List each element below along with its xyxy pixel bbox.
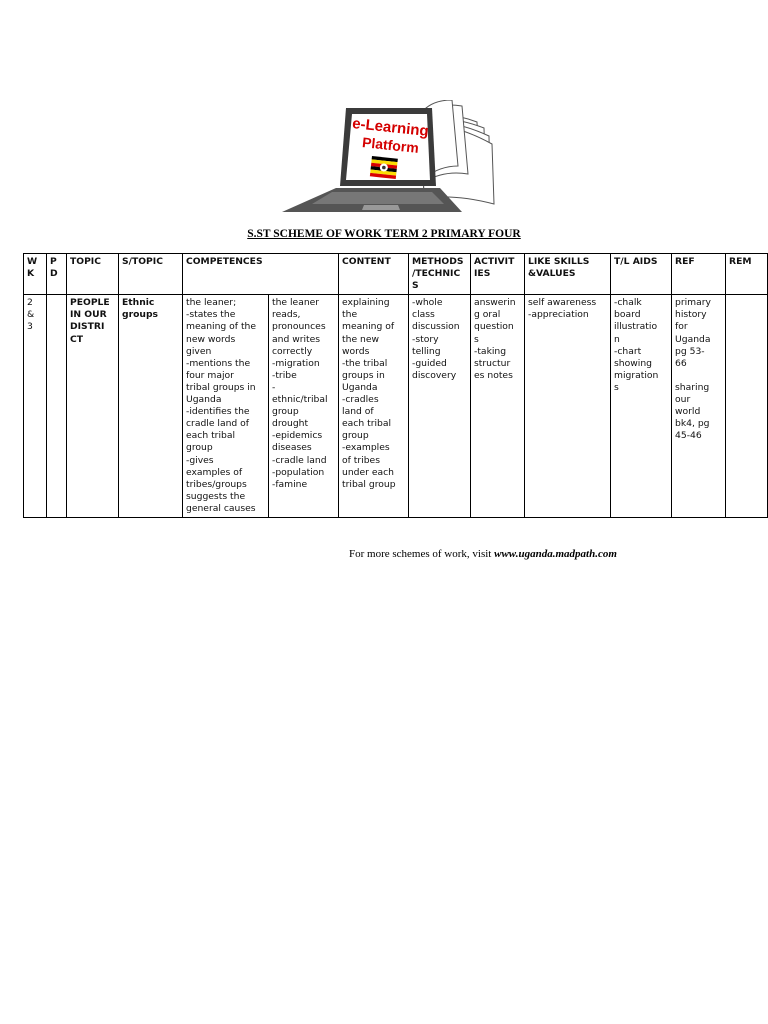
laptop-keyboard <box>312 192 444 204</box>
footer-website-link[interactable]: www.uganda.madpath.com <box>494 548 617 560</box>
cell-competences-subject: the leaner; -states the meaning of the new words given -mentions the four major tribal groups in Uganda -identifies the cradle land of each tribal group -gives examples of tribes/groups suggests the general causes <box>183 295 269 518</box>
cell-tl-aids: -chalk board illustratio n -chart showing migration s <box>611 295 672 518</box>
footer-text: For more schemes of work, visit <box>349 548 495 560</box>
header-topic: TOPIC <box>67 254 119 295</box>
header-activities: ACTIVIT IES <box>471 254 525 295</box>
scheme-of-work-table <box>23 253 768 518</box>
cell-topic: PEOPLE IN OUR DISTRI CT <box>67 295 119 518</box>
table-header-row <box>24 254 768 295</box>
cell-competences-language: the leaner reads, pronounces and writes correctly -migration -tribe - ethnic/tribal group drought -epidemics diseases -cradle land -population -famine <box>269 295 339 518</box>
cell-week: 2 & 3 <box>24 295 47 518</box>
header-remarks: REM <box>726 254 768 295</box>
header-ref: REF <box>672 254 726 295</box>
cell-skills-values: self awareness -appreciation <box>525 295 611 518</box>
e-learning-platform-logo <box>272 100 496 216</box>
cell-methods: -whole class discussion -story telling -guided discovery <box>409 295 471 518</box>
document-title: S.ST SCHEME OF WORK TERM 2 PRIMARY FOUR <box>247 228 521 240</box>
header-skills-values: LIKE SKILLS &VALUES <box>525 254 611 295</box>
logo-text-line1: e-Learning <box>351 115 430 140</box>
header-tl-aids: T/L AIDS <box>611 254 672 295</box>
table-row <box>24 295 768 518</box>
header-methods: METHODS /TECHNIC S <box>409 254 471 295</box>
cell-ref: primary history for Uganda pg 53- 66 sharing our world bk4, pg 45-46 <box>672 295 726 518</box>
footer-note <box>349 548 617 560</box>
cell-period <box>47 295 67 518</box>
cell-remarks <box>726 295 768 518</box>
header-week: W K <box>24 254 47 295</box>
cell-activities: answerin g oral question s -taking structur es notes <box>471 295 525 518</box>
uganda-flag-icon <box>370 156 398 179</box>
cell-subtopic: Ethnic groups <box>119 295 183 518</box>
laptop-trackpad <box>362 205 400 210</box>
header-content: CONTENT <box>339 254 409 295</box>
cell-content: explaining the meaning of the new words -the tribal groups in Uganda -cradles land of each tribal group -examples of tribes under each tribal group <box>339 295 409 518</box>
logo-text-line2: Platform <box>361 134 420 156</box>
header-period: P D <box>47 254 67 295</box>
header-subtopic: S/TOPIC <box>119 254 183 295</box>
header-competences: COMPETENCES <box>183 254 339 295</box>
